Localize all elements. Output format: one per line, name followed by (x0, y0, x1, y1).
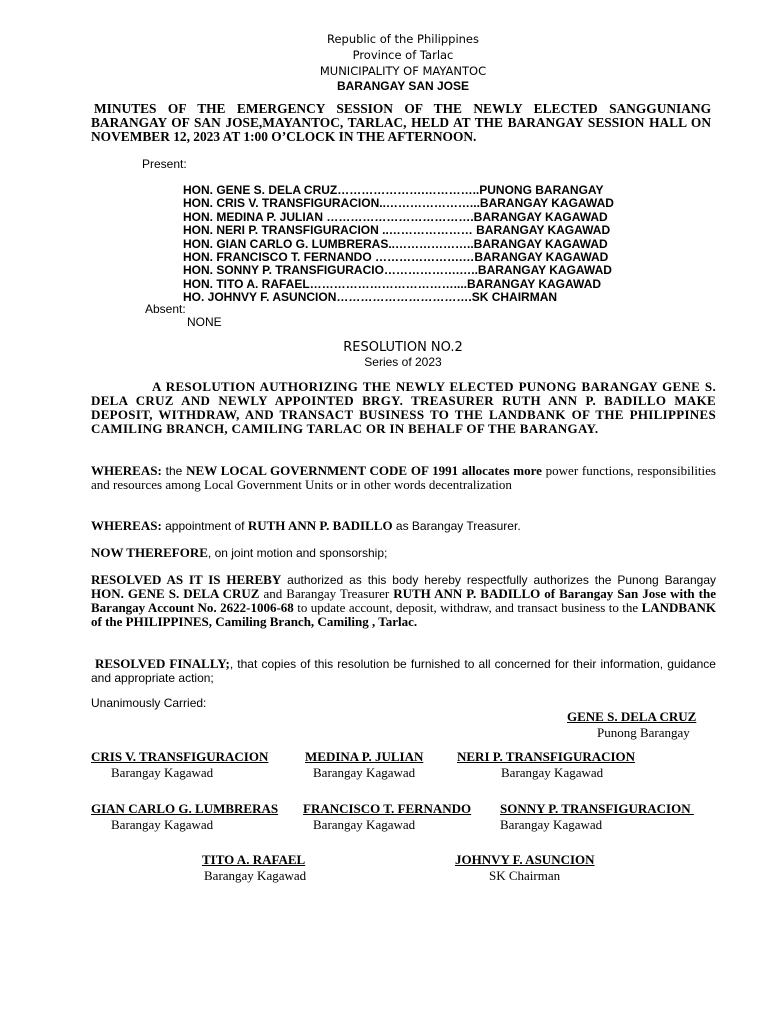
resolution-number: RESOLUTION NO.2 (343, 340, 463, 355)
absent-label: Absent: (145, 302, 186, 316)
resolved-bold: RUTH ANN P. BADILLO of Barangay San Jose with the Barangay Account No. 2622-1006-68 (91, 586, 716, 615)
signatory-name: FRANCISCO T. FERNANDO (303, 801, 472, 816)
signatory-role: Barangay Kagawad (111, 765, 214, 780)
present-item: HON. GIAN CARLO G. LUMBRERAS..………………..BARANGAY KAGAWAD (183, 236, 608, 251)
now-therefore-label: NOW THEREFORE (91, 545, 208, 560)
resolved-text: authorized as this body hereby respectfully authorizes the Punong Barangay (281, 573, 716, 587)
resolved-finally-text: , that copies of this resolution be furnished to all concerned for their information, guidance and appropriate action; (91, 657, 716, 685)
signatory-name: SONNY P. TRANSFIGURACION (500, 801, 694, 816)
header-republic: Republic of the Philippines (326, 32, 480, 46)
signature-block (202, 852, 306, 884)
whereas-bold: RUTH ANN P. BADILLO (247, 518, 393, 533)
present-item: HON. SONNY P. TRANSFIGURACIO……………….…..BARANGAY KAGAWAD (183, 263, 612, 278)
resolution-header (0, 340, 768, 369)
resolved-bold: HON. GENE S. DELA CRUZ (91, 586, 260, 601)
signature-block (457, 749, 635, 781)
now-therefore-paragraph (91, 546, 716, 560)
resolution-heading: A RESOLUTION AUTHORIZING THE NEWLY ELECTED PUNONG BARANGAY GENE S. DELA CRUZ AND NEWLY APPOINTED BRGY. TREASURER RUTH ANN P. BADILLO MAKE DEPOSIT, WITHDRAW, AND TRANSACT BUSINESS TO THE LANDBANK OF THE PHILIPPINES CAMILING BRANCH, CAMILING TARLAC OR IN BEHALF OF THE BARANGAY. (91, 379, 716, 436)
present-item: HO. JOHNVY F. ASUNCION…………………………….SK CHAIRMAN (183, 290, 558, 305)
header-province: Province of Tarlac (352, 48, 454, 62)
whereas-paragraph-1 (91, 464, 716, 492)
signature-block (303, 801, 471, 833)
signatory-role: Barangay Kagawad (111, 817, 214, 832)
present-label: Present: (142, 157, 187, 171)
whereas-text: the (161, 464, 187, 478)
signature-punong-barangay (567, 709, 696, 741)
signatory-role: Barangay Kagawad (313, 765, 416, 780)
signature-block (500, 801, 694, 833)
resolved-text: and Barangay Treasurer (259, 586, 394, 601)
signatory-role: Barangay Kagawad (500, 817, 603, 832)
present-item: HON. CRIS V. TRANSFIGURACION..…………………...BARANGAY KAGAWAD (183, 196, 614, 211)
present-item: HON. NERI P. TRANSFIGURACION ..………………… BARANGAY KAGAWAD (183, 223, 611, 238)
resolved-bold: LANDBANK of the PHILIPPINES, Camiling Branch, Camiling , Tarlac. (91, 600, 716, 629)
whereas-bold: NEW LOCAL GOVERNMENT CODE OF 1991 allocates more (186, 463, 542, 478)
signatory-name: TITO A. RAFAEL (202, 852, 306, 867)
signature-block (91, 749, 268, 781)
header-municipality: MUNICIPALITY OF MAYANTOC (319, 64, 487, 78)
whereas-text: power functions, responsibilities and resources among Local Government Units or in other words decentralization (91, 463, 716, 492)
resolved-finally-label: RESOLVED FINALLY; (95, 656, 230, 671)
header-barangay: BARANGAY SAN JOSE (336, 79, 470, 93)
signatory-role: Barangay Kagawad (313, 817, 416, 832)
signature-block (91, 801, 278, 833)
signatory-name: CRIS V. TRANSFIGURACION (91, 749, 269, 764)
present-item: HON. MEDINA P. JULIAN ……………………………….BARANGAY KAGAWAD (183, 209, 608, 224)
signatory-role: Barangay Kagawad (501, 765, 604, 780)
signatory-name: GIAN CARLO G. LUMBRERAS (91, 801, 279, 816)
signature-block (455, 852, 595, 884)
resolved-text: to update account, deposit, withdraw, and transact business to the (293, 600, 642, 615)
resolved-label: RESOLVED AS IT IS HEREBY (91, 572, 282, 587)
present-list (183, 184, 614, 305)
present-item: HON. FRANCISCO T. FERNANDO ………………….…BARANGAY KAGAWAD (183, 250, 609, 265)
whereas-label: WHEREAS: (91, 518, 162, 533)
signatory-name: MEDINA P. JULIAN (305, 749, 424, 764)
signatory-role: Punong Barangay (597, 725, 690, 740)
whereas-text: as Barangay Treasurer. (392, 519, 521, 533)
signatory-name: JOHNVY F. ASUNCION (455, 852, 595, 867)
document-header (0, 31, 768, 93)
whereas-label: WHEREAS: (91, 463, 162, 478)
absent-value: NONE (187, 315, 222, 329)
resolved-paragraph (91, 573, 716, 629)
minutes-title: MINUTES OF THE EMERGENCY SESSION OF THE NEWLY ELECTED SANGGUNIANG BARANGAY OF SAN JOSE,MAYANTOC, TARLAC, HELD AT THE BARANGAY SESSION HALL ON NOVEMBER 12, 2023 AT 1:00 O’CLOCK IN THE AFTERNOON. (91, 101, 711, 144)
present-item: HON. GENE S. DELA CRUZ………………….…………..PUNONG BARANGAY (183, 183, 604, 197)
signatory-name: GENE S. DELA CRUZ (567, 709, 697, 724)
signatory-role: SK Chairman (489, 868, 561, 883)
unanimous-label: Unanimously Carried: (91, 696, 207, 710)
signature-block (305, 749, 423, 781)
resolved-finally-paragraph (91, 657, 716, 685)
whereas-paragraph-2 (91, 519, 716, 533)
whereas-text: appointment of (161, 519, 248, 533)
present-item: HON. TITO A. RAFAEL………………………………....BARANGAY KAGAWAD (183, 276, 602, 291)
signatory-name: NERI P. TRANSFIGURACION (457, 749, 636, 764)
resolution-series: Series of 2023 (364, 355, 442, 369)
signatory-role: Barangay Kagawad (204, 868, 307, 883)
now-therefore-text: , on joint motion and sponsorship; (207, 546, 388, 560)
